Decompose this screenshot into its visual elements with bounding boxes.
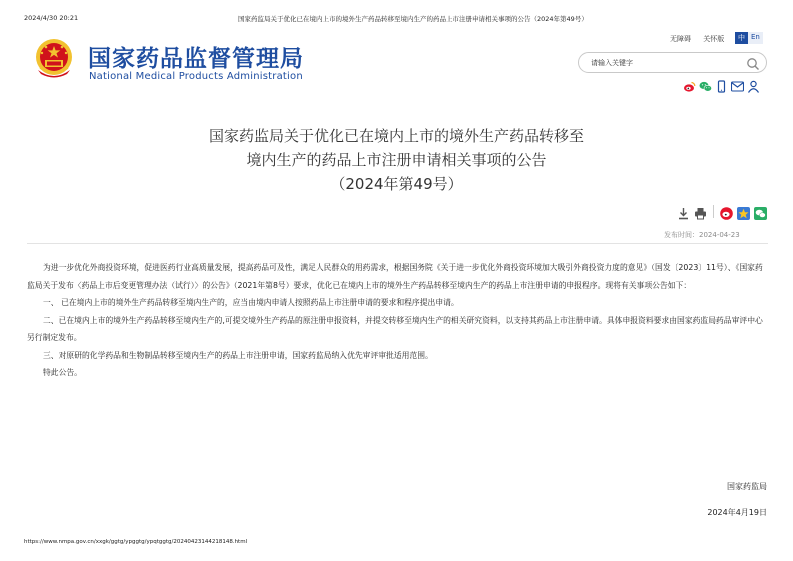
wechat-share-icon[interactable] bbox=[754, 205, 767, 218]
article-paragraph: 特此公告。 bbox=[43, 368, 82, 377]
print-icon[interactable] bbox=[694, 205, 707, 218]
signature-block bbox=[707, 474, 767, 526]
accessibility-link[interactable]: 无障碍 bbox=[670, 35, 691, 43]
print-page-title: 国家药监局关于优化已在境内上市的境外生产药品转移至境内生产的药品上市注册申请相关事项的公告（2024年第49号） bbox=[238, 15, 588, 23]
care-mode-link[interactable]: 关怀版 bbox=[703, 35, 725, 43]
signature-org: 国家药监局 bbox=[727, 482, 767, 491]
search-input[interactable] bbox=[591, 56, 741, 70]
user-icon[interactable] bbox=[747, 78, 760, 91]
lang-en-button[interactable]: En bbox=[748, 32, 763, 44]
search-box bbox=[578, 52, 767, 73]
publish-label: 发布时间： bbox=[664, 231, 699, 239]
article-paragraph: 为进一步优化外商投资环境，促进医药行业高质量发展，提高药品可及性，满足人民群众的用药需求，根据国务院《关于进一步优化外商投资环境加大吸引外商投资力度的意见》（国发〔2023〕11号）、《国家药监局关于发布〈药品上市后变更管理办法（试行）〉的公告》（2021年第8号）要求，优化已在境内上市的境外生产药品转移至境内生产的药品上市注册申请的申报程序。现将有关事项公告如下： bbox=[27, 263, 763, 290]
weibo-icon[interactable] bbox=[683, 78, 696, 91]
language-switch bbox=[735, 32, 763, 44]
article-paragraph: 二、已在境内上市的境外生产药品转移至境内生产的,可提交境外生产药品的原注册申报资料，并提交转移至境内生产的相关研究资料，以支持其药品上市注册申请。具体申报资料要求由国家药监局药品审评中心另行制定发布。 bbox=[27, 315, 763, 342]
article-paragraph: 一、 已在境内上市的境外生产药品转移至境内生产的，应当由境内申请人按照药品上市注册申请的要求和程序提出申请。 bbox=[43, 298, 459, 307]
article-title-line-1: 国家药监局关于优化已在境内上市的境外生产药品转移至 bbox=[208, 127, 584, 145]
download-icon[interactable] bbox=[677, 205, 690, 218]
lang-zh-button[interactable]: 中 bbox=[735, 32, 748, 44]
publish-date: 2024-04-23 bbox=[699, 231, 740, 239]
national-emblem-icon[interactable] bbox=[34, 38, 74, 80]
page-url: https://www.nmpa.gov.cn/xxgk/ggtg/ypggtg/ypqtggtg/20240423144218148.html bbox=[24, 539, 248, 545]
article-title bbox=[0, 124, 793, 196]
rss-icon[interactable] bbox=[731, 78, 744, 91]
social-icons bbox=[683, 78, 760, 91]
site-header bbox=[0, 30, 793, 94]
wechat-icon[interactable] bbox=[699, 78, 712, 91]
article-paragraph: 三、对原研的化学药品和生物制品转移至境内生产的药品上市注册申请，国家药监局纳入优先审评审批适用范围。 bbox=[43, 350, 433, 360]
publish-meta bbox=[664, 230, 740, 240]
mobile-icon[interactable] bbox=[715, 78, 728, 91]
print-timestamp: 2024/4/30 20:21 bbox=[24, 14, 79, 22]
weibo-share-icon[interactable] bbox=[720, 205, 733, 218]
article-tools bbox=[677, 205, 767, 218]
top-links bbox=[670, 34, 734, 44]
article-title-line-2: 境内生产的药品上市注册申请相关事项的公告 bbox=[246, 151, 547, 169]
signature-date: 2024年4月19日 bbox=[707, 508, 767, 517]
qzone-share-icon[interactable] bbox=[737, 205, 750, 218]
title-divider bbox=[27, 243, 768, 244]
search-icon[interactable] bbox=[746, 56, 760, 70]
brand-name-en[interactable]: National Medical Products Administration bbox=[89, 71, 303, 82]
article-body bbox=[27, 259, 768, 382]
brand-name-cn[interactable]: 国家药品监督管理局 bbox=[88, 46, 304, 72]
print-header bbox=[24, 14, 769, 26]
tools-divider bbox=[713, 205, 714, 218]
article-title-line-3: （2024年第49号） bbox=[330, 175, 463, 193]
